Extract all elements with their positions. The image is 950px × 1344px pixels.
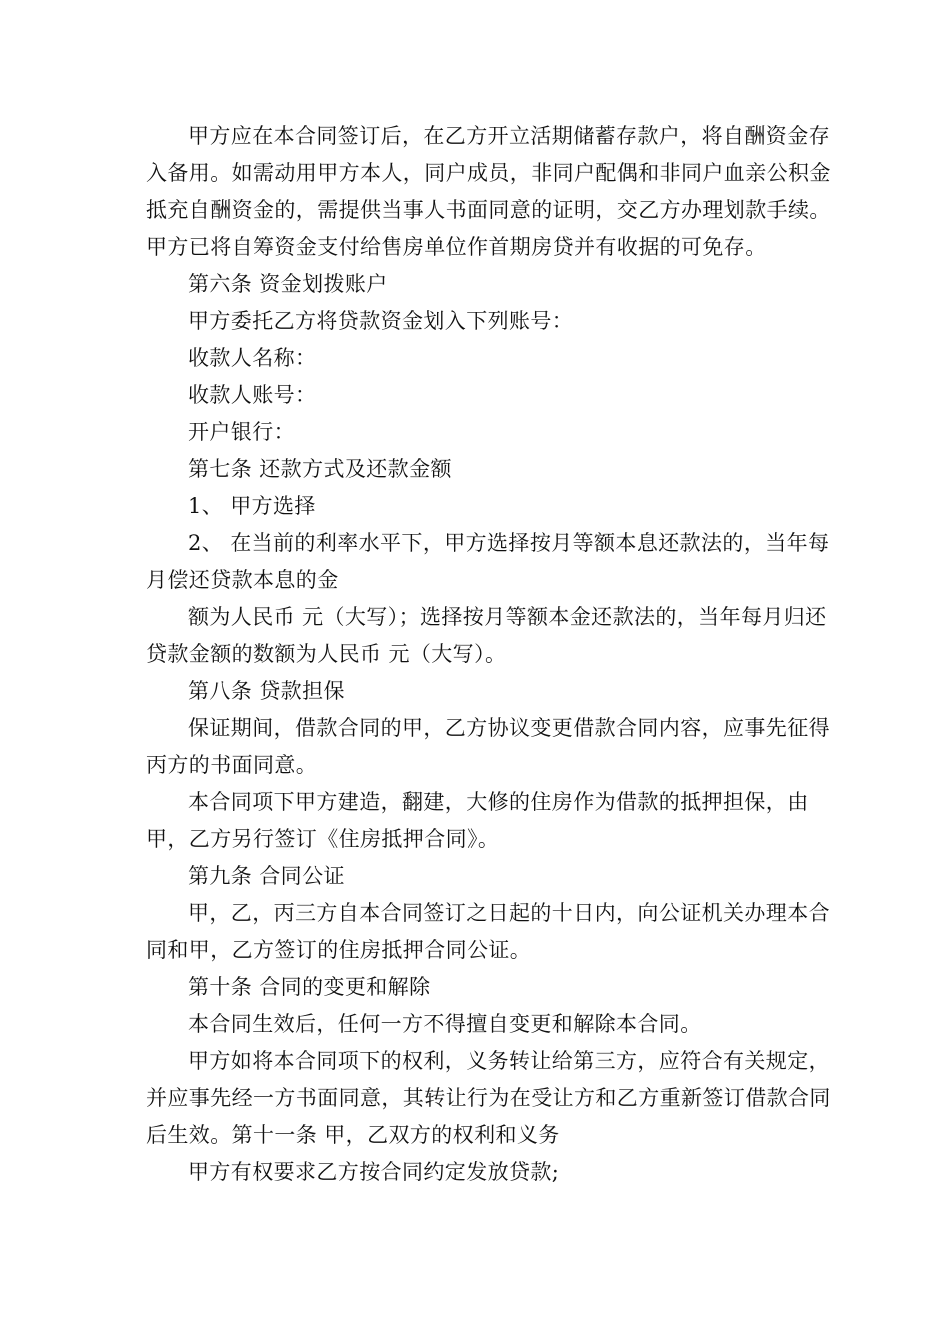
heading-article-7: 第七条 还款方式及还款金额	[188, 457, 452, 481]
paragraph-mortgage: 本合同项下甲方建造，翻建，大修的住房作为借款的抵押担保，由甲，乙方另行签订《住房抵押合同》。	[146, 790, 809, 851]
heading-article-8: 第八条 贷款担保	[188, 679, 345, 703]
field-opening-bank: 开户银行：	[188, 420, 295, 444]
heading-article-6: 第六条 资金划拨账户	[188, 272, 388, 296]
paragraph-self-funds: 甲方应在本合同签订后，在乙方开立活期储蓄存款户，将自酬资金存入备用。如需动用甲方本人，同户成员，非同户配偶和非同户血亲公积金抵充自酬资金的，需提供当事人书面同意的证明，交乙方办理划款手续。甲方已将自筹资金支付给售房单位作首期房贷并有收据的可免存。	[146, 124, 831, 259]
paragraph-transfer-rights: 甲方如将本合同项下的权利，义务转让给第三方，应符合有关规定，并应事先经一方书面同意，其转让行为在受让方和乙方重新签订借款合同后生效。第十一条 甲，乙双方的权利和义务	[146, 1049, 831, 1147]
paragraph-guarantee-period: 保证期间，借款合同的甲，乙方协议变更借款合同内容，应事先征得丙方的书面同意。	[146, 716, 830, 777]
list-item-2: 2、 在当前的利率水平下，甲方选择按月等额本息还款法的，当年每月偿还贷款本息的金	[146, 531, 830, 592]
paragraph-party-a-rights: 甲方有权要求乙方按合同约定发放贷款;	[188, 1160, 560, 1184]
list-item-1: 1、 甲方选择	[188, 494, 316, 518]
field-payee-account: 收款人账号：	[188, 383, 317, 407]
paragraph-repayment-amount: 额为人民币 元（大写）；选择按月等额本金还款法的，当年每月归还贷款金额的数额为人民币 元（大写）。	[146, 605, 827, 666]
heading-article-9: 第九条 合同公证	[188, 864, 345, 888]
paragraph-no-unilateral-change: 本合同生效后，任何一方不得擅自变更和解除本合同。	[188, 1012, 702, 1036]
document-body	[146, 118, 836, 1191]
paragraph-account-instruction: 甲方委托乙方将贷款资金划入下列账号：	[188, 309, 574, 333]
paragraph-notarization: 甲，乙，丙三方自本合同签订之日起的十日内，向公证机关办理本合同和甲，乙方签订的住房抵押合同公证。	[146, 901, 830, 962]
field-payee-name: 收款人名称：	[188, 346, 317, 370]
heading-article-10: 第十条 合同的变更和解除	[188, 975, 431, 999]
